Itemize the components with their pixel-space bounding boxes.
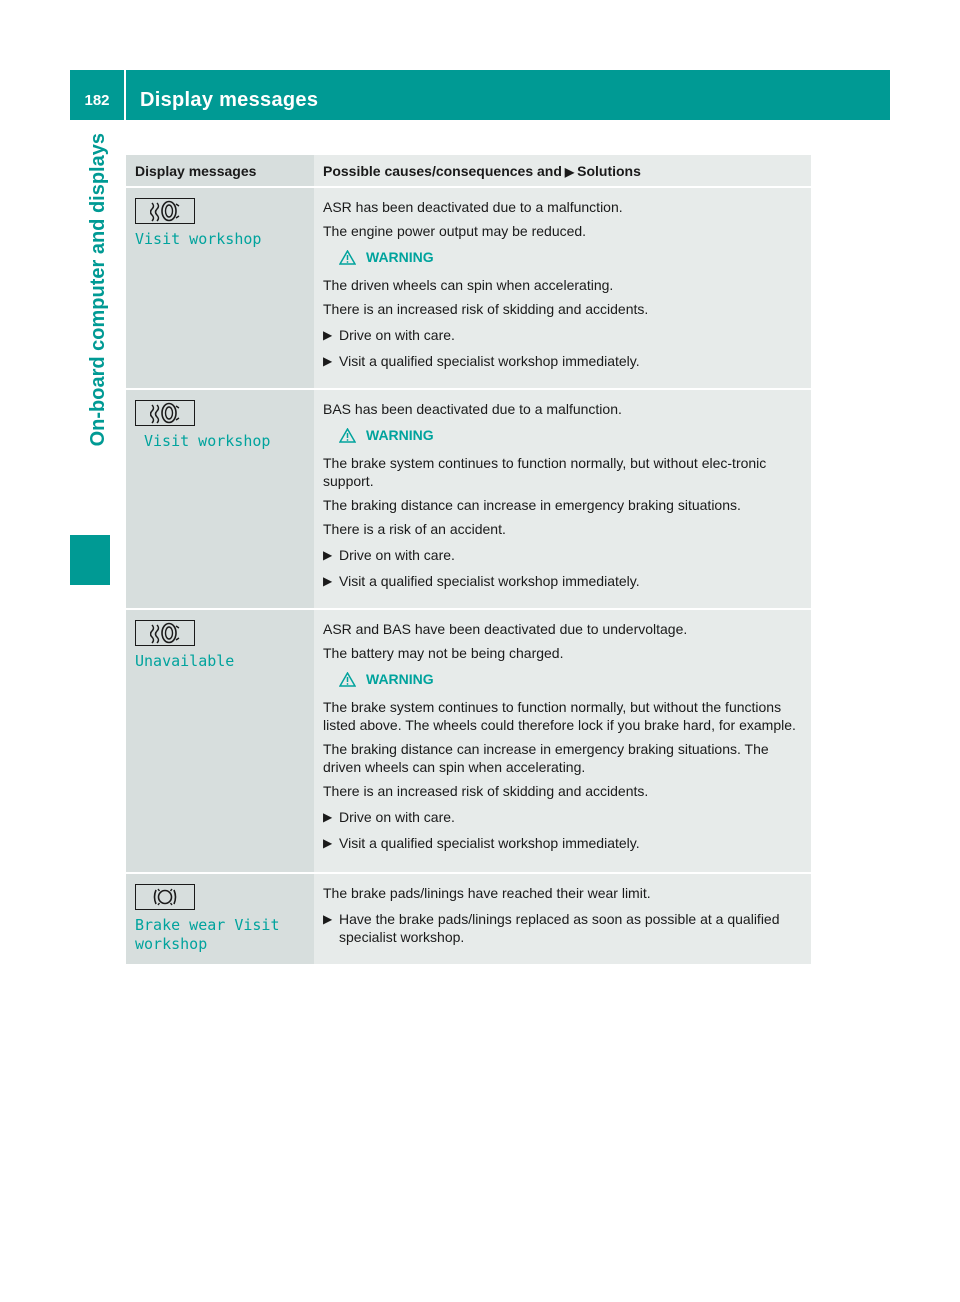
step-text: Drive on with care.	[339, 809, 455, 825]
warning-heading	[339, 426, 802, 444]
warning-label: WARNING	[366, 427, 434, 443]
display-cell	[126, 873, 314, 964]
cause-text: The brake pads/linings have reached their wear limit.	[323, 885, 651, 901]
causes-cell	[314, 873, 811, 964]
column-header-causes	[314, 155, 811, 187]
warning-text: There is an increased risk of skidding and accidents.	[323, 301, 649, 317]
step-arrow-icon: ▶	[323, 354, 333, 368]
chapter-tab-marker	[70, 535, 110, 585]
cause-text: ASR has been deactivated due to a malfunction.	[323, 199, 623, 215]
warning-label: WARNING	[366, 249, 434, 265]
display-message-text: Unavailable	[135, 652, 235, 670]
step-text: Drive on with care.	[339, 327, 455, 343]
step-text: Drive on with care.	[339, 547, 455, 563]
step-text: Have the brake pads/linings replaced as soon as possible at a qualified specialist workshop.	[339, 911, 780, 945]
column-header-causes-text: Possible causes/consequences and	[323, 162, 562, 179]
table-row	[126, 873, 811, 964]
solution-step	[323, 834, 802, 852]
table-row	[126, 389, 811, 609]
chapter-tab	[70, 121, 126, 585]
warning-text: There is a risk of an accident.	[323, 521, 506, 537]
step-arrow-icon: ▶	[323, 548, 333, 562]
display-cell	[126, 609, 314, 873]
warning-text: The braking distance can increase in emergency braking situations.	[323, 497, 741, 513]
brake-wear-icon	[135, 884, 195, 910]
warning-text: There is an increased risk of skidding and accidents.	[323, 783, 649, 799]
page-header	[70, 70, 890, 120]
solution-step	[323, 572, 802, 590]
table-row	[126, 609, 811, 873]
tire-skid-icon	[135, 198, 195, 224]
warning-text: The brake system continues to function normally, but without elec-tronic support.	[323, 455, 767, 489]
column-header-solutions-text: Solutions	[577, 162, 641, 179]
cause-text: ASR and BAS have been deactivated due to undervoltage.	[323, 621, 688, 637]
step-arrow-icon: ▶	[323, 328, 333, 342]
solution-step	[323, 546, 802, 564]
step-arrow-icon: ▶	[323, 912, 333, 926]
display-cell	[126, 389, 314, 609]
table-row	[126, 187, 811, 389]
solution-step	[323, 910, 802, 946]
step-arrow-icon: ▶	[323, 810, 333, 824]
causes-cell	[314, 389, 811, 609]
warning-heading	[339, 248, 802, 266]
warning-heading	[339, 670, 802, 688]
step-text: Visit a qualified specialist workshop immediately.	[339, 573, 640, 589]
arrow-right-icon: ▶	[564, 164, 575, 179]
display-message-text: Brake wear Visit workshop	[135, 916, 280, 953]
display-message-text: Visit workshop	[135, 230, 262, 248]
display-cell	[126, 187, 314, 389]
cause-text: The engine power output may be reduced.	[323, 223, 587, 239]
causes-cell	[314, 609, 811, 873]
warning-triangle-icon	[339, 250, 356, 265]
solution-step	[323, 352, 802, 370]
page-title: Display messages	[140, 89, 319, 111]
chapter-tab-label: On-board computer and displays	[87, 133, 109, 447]
warning-label: WARNING	[366, 671, 434, 687]
tire-skid-icon	[135, 400, 195, 426]
display-messages-table	[126, 155, 811, 964]
warning-text: The brake system continues to function normally, but without the functions listed above. The wheels could therefore lock if you brake hard, for example.	[323, 699, 796, 733]
cause-text: BAS has been deactivated due to a malfunction.	[323, 401, 622, 417]
step-arrow-icon: ▶	[323, 574, 333, 588]
step-text: Visit a qualified specialist workshop immediately.	[339, 353, 640, 369]
cause-text: The battery may not be being charged.	[323, 645, 564, 661]
solution-step	[323, 808, 802, 826]
table-header-row	[126, 155, 811, 187]
warning-triangle-icon	[339, 428, 356, 443]
solution-step	[323, 326, 802, 344]
page-number: 182	[70, 70, 126, 120]
display-message-text: Visit workshop	[144, 432, 271, 450]
warning-text: The braking distance can increase in emergency braking situations. The driven wheels can spin when accelerating.	[323, 741, 769, 775]
step-text: Visit a qualified specialist workshop immediately.	[339, 835, 640, 851]
step-arrow-icon: ▶	[323, 836, 333, 850]
causes-cell	[314, 187, 811, 389]
warning-triangle-icon	[339, 672, 356, 687]
warning-text: The driven wheels can spin when accelerating.	[323, 277, 614, 293]
column-header-display: Display messages	[126, 155, 314, 187]
tire-skid-icon	[135, 620, 195, 646]
